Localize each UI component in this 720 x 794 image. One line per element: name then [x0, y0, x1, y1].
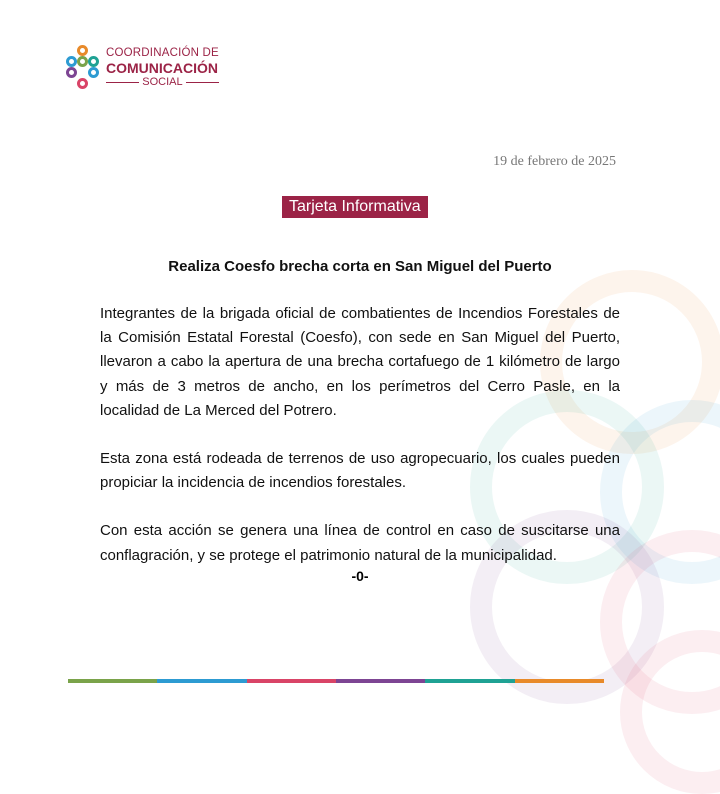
end-mark: -0- [351, 568, 369, 584]
paragraph: Con esta acción se genera una línea de control en caso de suscitarse una conflagración, y se protege el patrimonio natural de la municipalidad. [100, 522, 620, 564]
bar-segment [157, 679, 246, 683]
headline: Realiza Coesfo brecha corta en San Miguel del Puerto [168, 258, 552, 275]
paragraph: Integrantes de la brigada oficial de combatientes de Incendios Forestales de la Comisión Estatal Forestal (Coesfo), con sede en San Miguel del Puerto, llevaron a cabo la apertura de una brecha cortafuego de 1 kilómetro de largo y más de 3 metros de ancho, en los perímetros del Cerro Pasle, en la localidad de La Merced del Potrero. [100, 305, 620, 419]
logo-line-2: COMUNICACIÓN [106, 60, 218, 77]
logo-line-3: SOCIAL [142, 76, 183, 89]
date: 19 de febrero de 2025 [493, 154, 616, 169]
logo [66, 45, 219, 91]
paragraph: Esta zona está rodeada de terrenos de uso agropecuario, los cuales pueden propiciar la incidencia de incendios forestales. [100, 450, 620, 492]
bar-segment [336, 679, 425, 683]
bar-segment [68, 679, 157, 683]
bar-segment [247, 679, 336, 683]
bar-segment [425, 679, 514, 683]
body-text [100, 302, 620, 592]
document-type-badge: Tarjeta Informativa [282, 196, 428, 218]
logo-mark-icon [66, 45, 100, 91]
logo-line-1: COORDINACIÓN DE [106, 46, 219, 59]
color-bar [68, 679, 604, 683]
bar-segment [515, 679, 604, 683]
